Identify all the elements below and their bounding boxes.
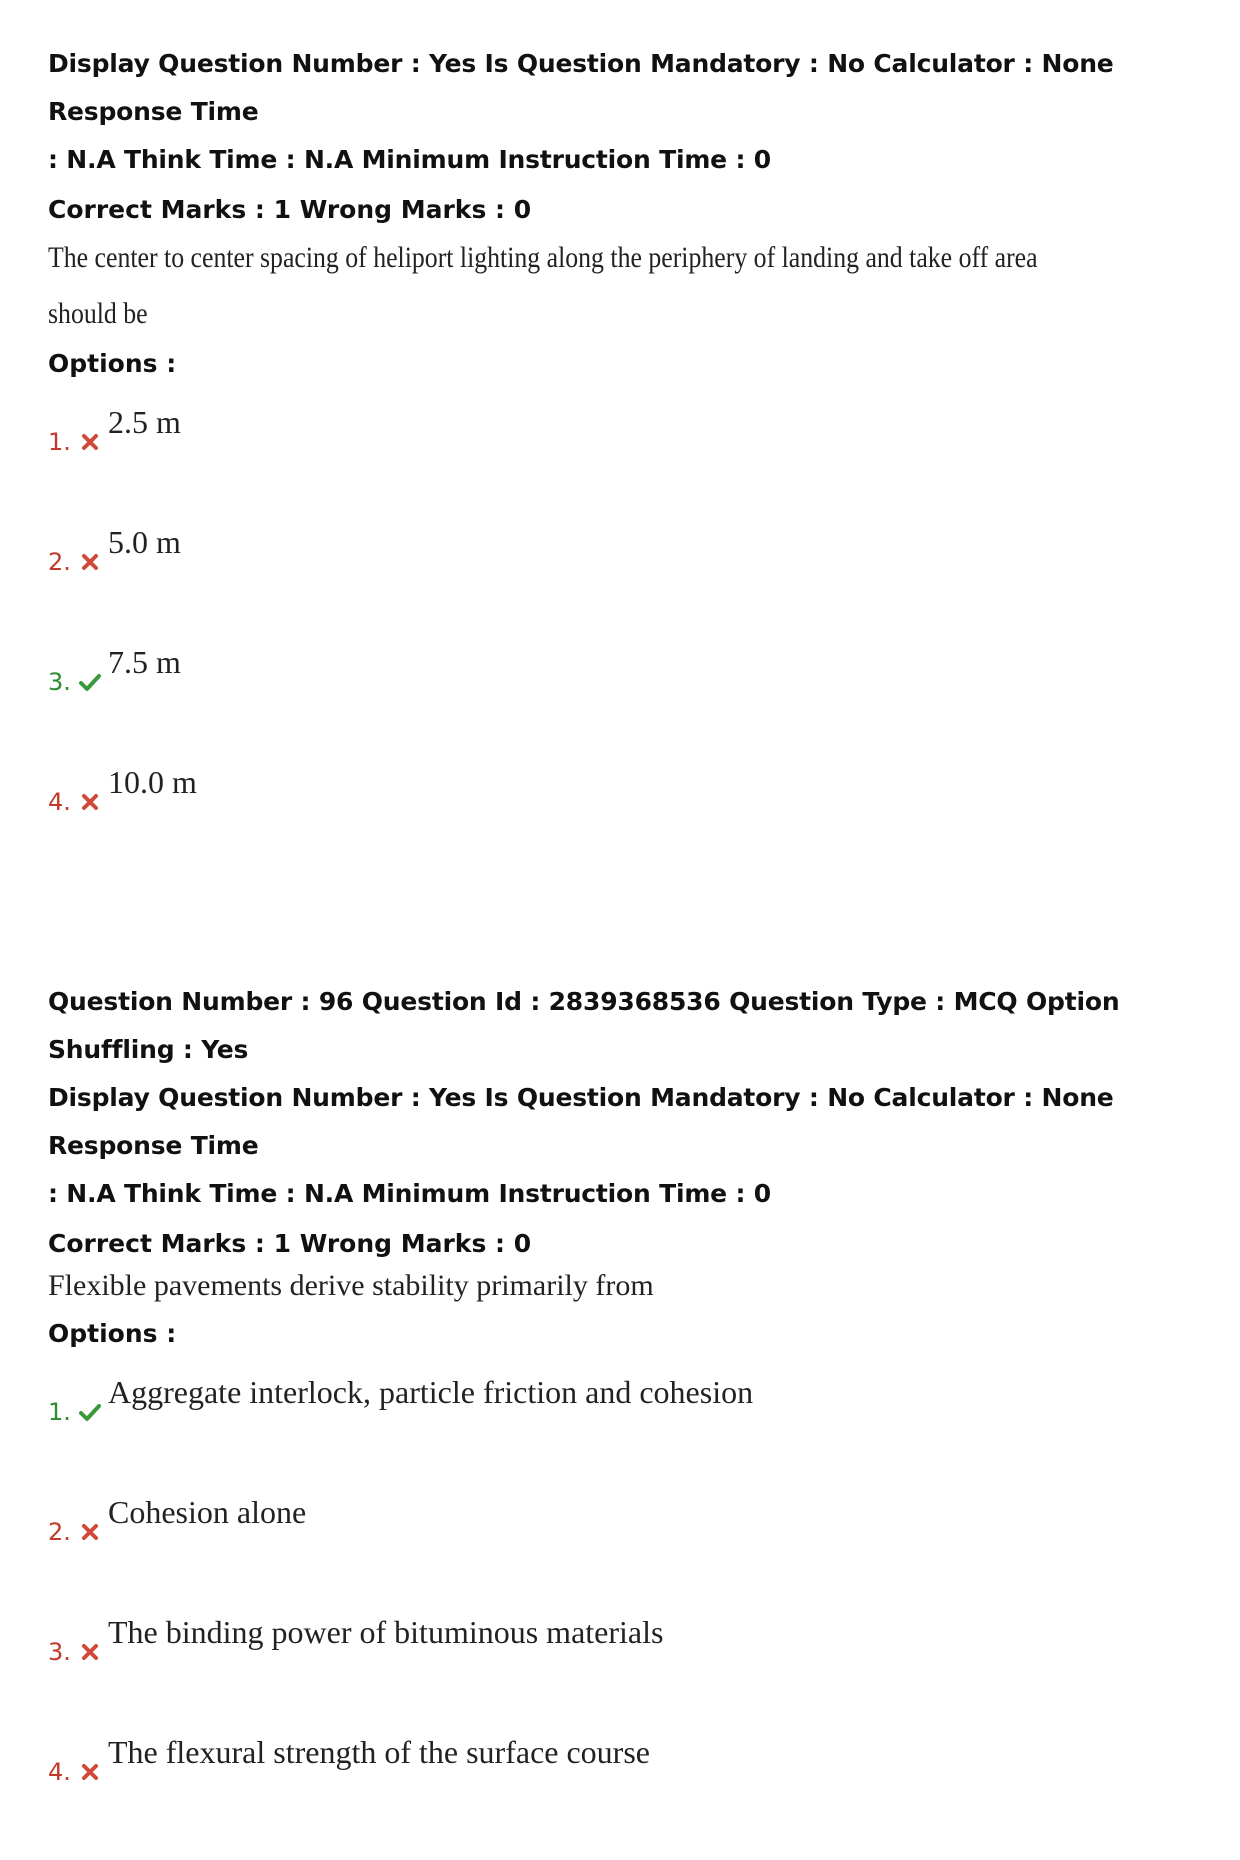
option-text: The binding power of bituminous materials bbox=[108, 1614, 664, 1650]
check-icon bbox=[78, 670, 102, 694]
question-text: The center to center spacing of heliport lighting along the periphery of landing and take off area bbox=[48, 241, 1038, 274]
option-number: 1. bbox=[48, 428, 71, 456]
question-marks: Correct Marks : 1 Wrong Marks : 0 bbox=[48, 1229, 532, 1258]
question-text: Flexible pavements derive stability primarily from bbox=[48, 1269, 654, 1302]
option-text: Aggregate interlock, particle friction and cohesion bbox=[108, 1374, 754, 1410]
question-marks: Correct Marks : 1 Wrong Marks : 0 bbox=[48, 195, 532, 224]
option-item bbox=[48, 1494, 1208, 1620]
cross-icon bbox=[78, 1760, 102, 1784]
option-item bbox=[48, 404, 1208, 530]
options-label: Options : bbox=[48, 349, 177, 378]
option-number: 4. bbox=[48, 788, 71, 816]
option-text: 5.0 m bbox=[108, 524, 181, 560]
question-96 bbox=[48, 978, 1208, 1860]
question-95 bbox=[48, 40, 1208, 890]
option-number: 3. bbox=[48, 668, 71, 696]
cross-icon bbox=[78, 790, 102, 814]
question-text: should be bbox=[48, 297, 148, 330]
options-label: Options : bbox=[48, 1319, 177, 1348]
question-meta: Question Number : 96 Question Id : 2839368536 Question Type : MCQ Option Shuffling : Yes bbox=[48, 987, 1120, 1064]
option-text: 2.5 m bbox=[108, 404, 181, 440]
option-number: 3. bbox=[48, 1638, 71, 1666]
option-item bbox=[48, 1734, 1208, 1860]
option-item bbox=[48, 644, 1208, 770]
check-icon bbox=[78, 1400, 102, 1424]
option-number: 2. bbox=[48, 1518, 71, 1546]
option-text: Cohesion alone bbox=[108, 1494, 307, 1530]
cross-icon bbox=[78, 1520, 102, 1544]
cross-icon bbox=[78, 550, 102, 574]
question-sheet bbox=[48, 40, 1208, 1860]
option-number: 2. bbox=[48, 548, 71, 576]
question-meta: Display Question Number : Yes Is Question Mandatory : No Calculator : None Response Time bbox=[48, 1083, 1114, 1160]
option-item bbox=[48, 764, 1208, 890]
option-text: 10.0 m bbox=[108, 764, 197, 800]
question-meta: : N.A Think Time : N.A Minimum Instruction Time : 0 bbox=[48, 145, 771, 174]
option-text: The flexural strength of the surface course bbox=[108, 1734, 650, 1770]
option-number: 1. bbox=[48, 1398, 71, 1426]
option-text: 7.5 m bbox=[108, 644, 181, 680]
option-item bbox=[48, 1374, 1208, 1500]
option-item bbox=[48, 1614, 1208, 1740]
question-meta: : N.A Think Time : N.A Minimum Instruction Time : 0 bbox=[48, 1179, 771, 1208]
cross-icon bbox=[78, 430, 102, 454]
option-number: 4. bbox=[48, 1758, 71, 1786]
question-meta: Display Question Number : Yes Is Question Mandatory : No Calculator : None Response Time bbox=[48, 49, 1114, 126]
cross-icon bbox=[78, 1640, 102, 1664]
option-item bbox=[48, 524, 1208, 650]
